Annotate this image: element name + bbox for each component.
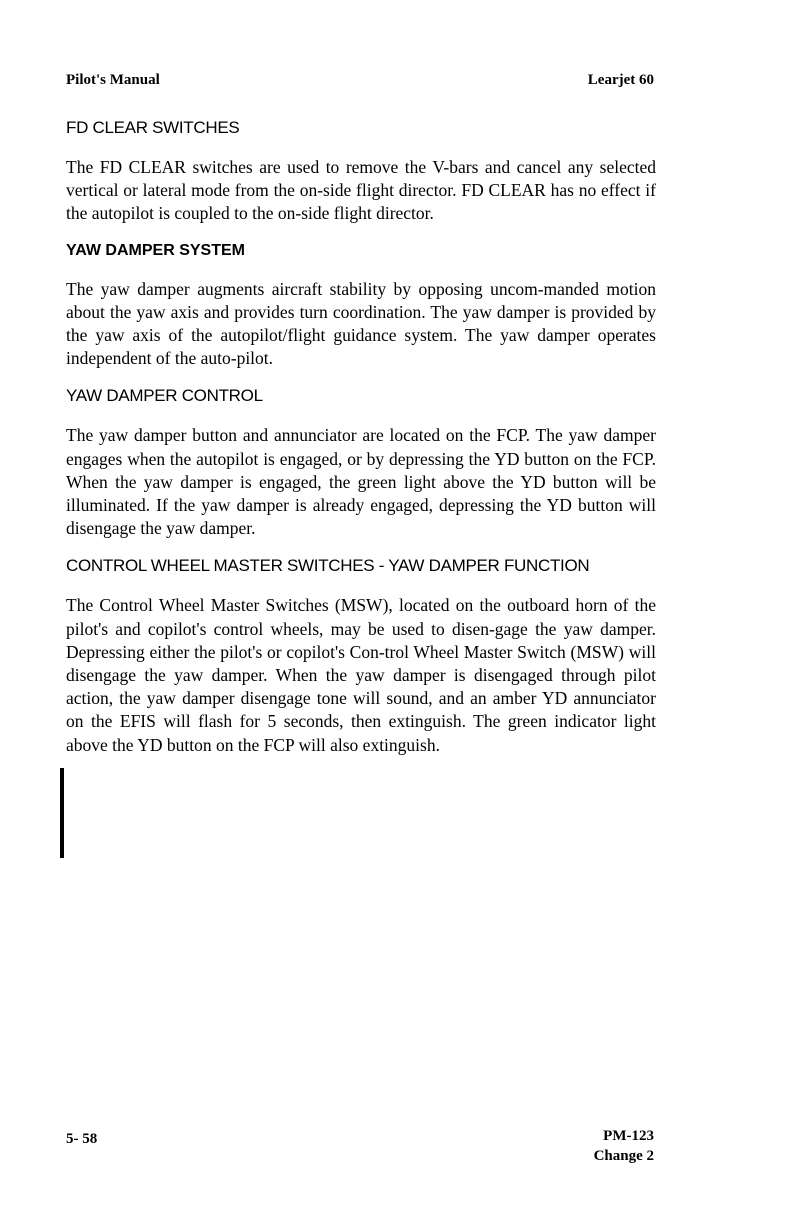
header-aircraft-model: Learjet 60	[587, 72, 654, 88]
paragraph-yaw-damper-control: The yaw damper button and annunciator are located on the FCP. The yaw damper engages when the autopilot is engaged, or by depressing the YD button on the FCP. When the yaw damper is engaged, the green light above the YD button will be illuminated. If the yaw damper is already engaged, depressing the YD button will disengage the yaw damper.	[66, 425, 656, 539]
heading-yaw-damper-control: YAW DAMPER CONTROL	[66, 386, 263, 406]
heading-fd-clear-switches: FD CLEAR SWITCHES	[66, 118, 240, 137]
header-manual-title: Pilot's Manual	[66, 72, 160, 88]
paragraph-fd-clear: The FD CLEAR switches are used to remove the V-bars and cancel any selected vertical or lateral mode from the on-side flight director. FD CLEAR has no effect if the autopilot is coupled to the on-side flight director.	[66, 157, 656, 224]
page-content	[66, 118, 656, 773]
document-number: PM-123	[603, 1128, 654, 1144]
paragraph-control-wheel-master-switches: The Control Wheel Master Switches (MSW), located on the outboard horn of the pilot's and copilot's control wheels, may be used to disen-gage the yaw damper. Depressing either the pilot's or copilot's Con-trol Wheel Master Switch (MSW) will disengage the yaw damper. When the yaw damper is disengaged through pilot action, the yaw damper disengage tone will sound, and an amber YD annunciator on the EFIS will flash for 5 seconds, then extinguish. The green indicator light above the YD button on the FCP will also extinguish.	[66, 595, 656, 755]
paragraph-yaw-damper-system: The yaw damper augments aircraft stability by opposing uncom-manded motion about the yaw axis and provides turn coordination. The yaw damper is provided by the yaw axis of the autopilot/flight guidance system. The yaw damper operates independent of the auto-pilot.	[66, 278, 656, 369]
revision-change-bar	[60, 768, 64, 858]
heading-yaw-damper-system: YAW DAMPER SYSTEM	[66, 241, 245, 259]
change-number: Change 2	[593, 1148, 654, 1164]
page-number: 5- 58	[66, 1131, 98, 1147]
footer-document-info	[594, 1126, 654, 1166]
heading-control-wheel-master-switches: CONTROL WHEEL MASTER SWITCHES - YAW DAMPER FUNCTION	[66, 556, 590, 576]
